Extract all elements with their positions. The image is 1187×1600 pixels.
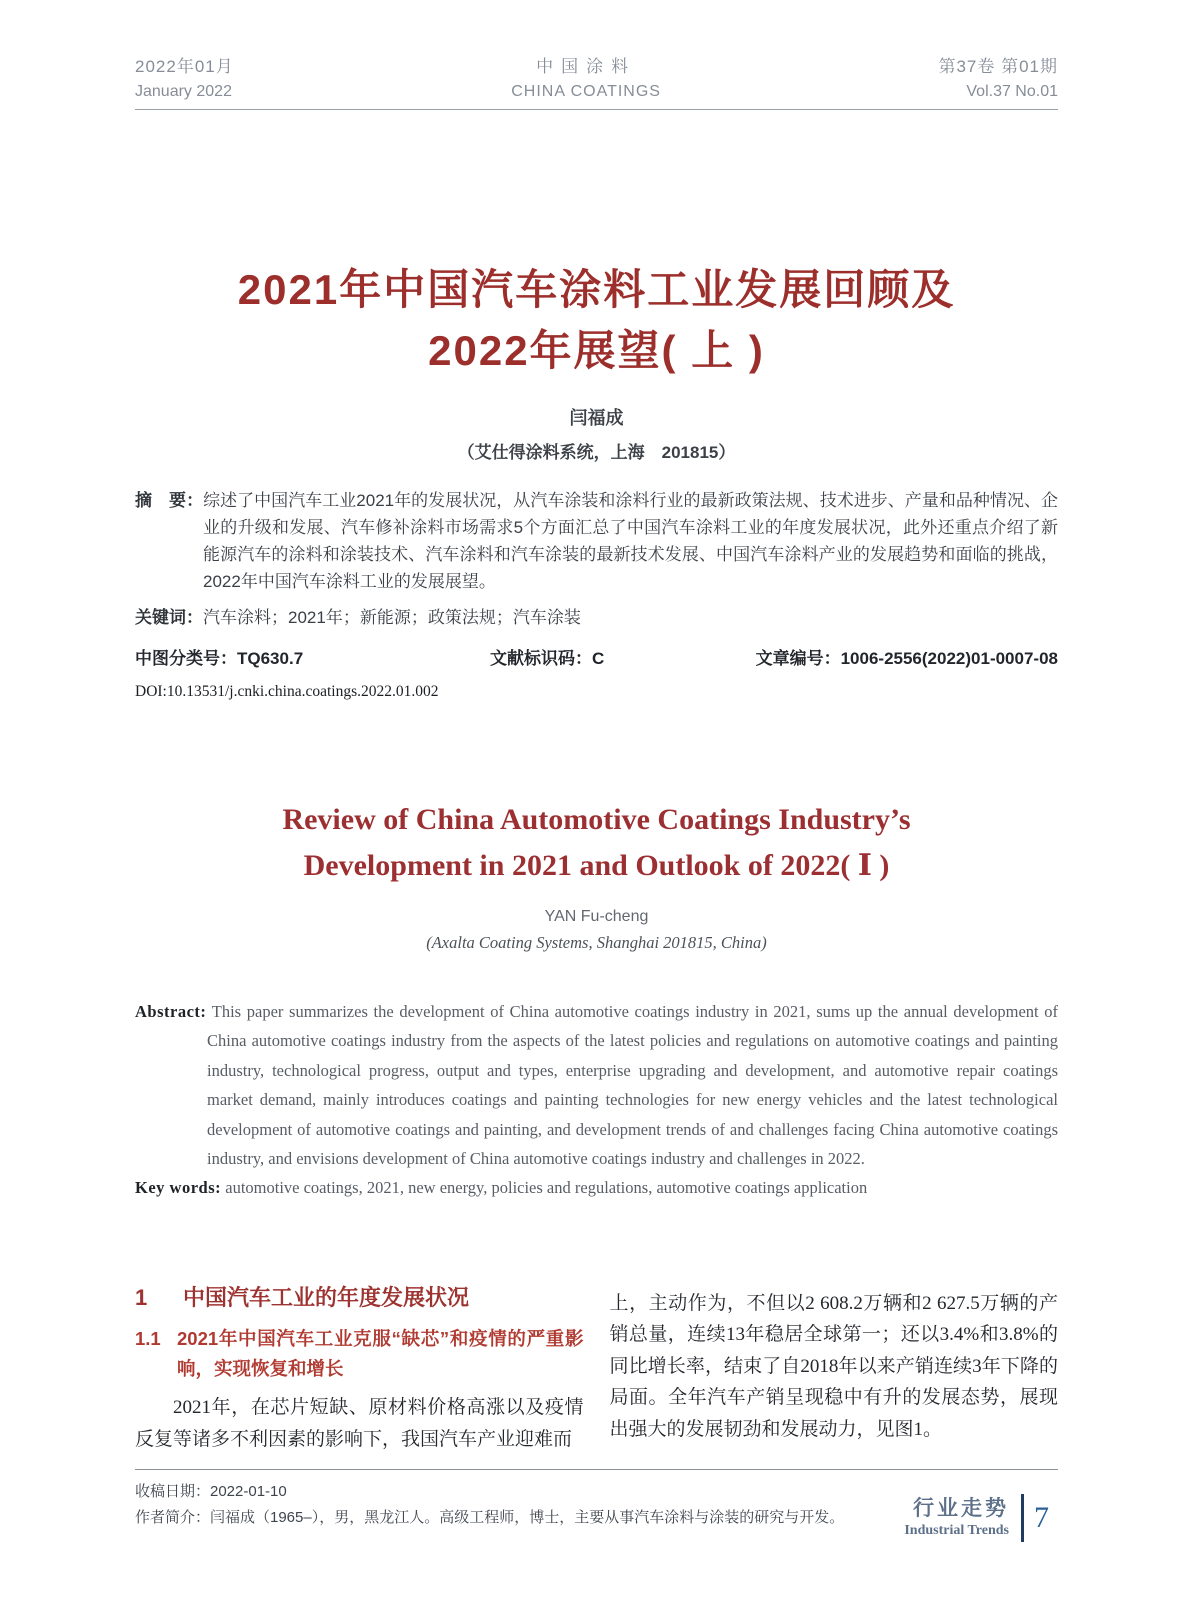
keywords-text-cn: 汽车涂料；2021年；新能源；政策法规；汽车涂装 xyxy=(203,607,581,627)
abstract-label-cn: 摘 要： xyxy=(135,490,204,510)
body-columns xyxy=(135,1284,1058,1456)
article-title-en-line2: Development in 2021 and Outlook of 2022( Ⅰ ) xyxy=(303,849,890,883)
section-1-1-heading xyxy=(135,1324,584,1384)
article-title-en xyxy=(135,797,1058,890)
article-id: 文章编号：1006-2556(2022)01-0007-08 xyxy=(755,648,1058,668)
affiliation-en: (Axalta Coating Systems, Shanghai 201815, China) xyxy=(426,932,767,952)
header-date xyxy=(135,55,234,103)
affiliation-cn: （艾仕得涂料系统，上海 201815） xyxy=(457,442,736,462)
body-column-right xyxy=(610,1284,1059,1456)
journal-header xyxy=(135,55,1058,110)
abstract-text-en: This paper summarizes the development of China automotive coatings industry in 2021, sums up the annual development of China automotive coatings industry from the aspects of the latest policies and regulations on automotive coatings and painting industry, technological progress, output and types, enterprise upgrading and development, and automotive repair coatings market demand, mainly introduces coatings and painting technologies for new energy vehicles and the latest technological development of automotive coatings and painting, and development trends of and challenges facing China automotive coatings industry, and envisions development of China automotive coatings industry and challenges in 2022. xyxy=(207,1001,1058,1169)
keywords-en xyxy=(135,1178,1058,1198)
header-date-en: January 2022 xyxy=(135,82,232,100)
footer-divider-bar xyxy=(1021,1494,1024,1542)
header-volume xyxy=(938,55,1058,103)
keywords-text-en: automotive coatings, 2021, new energy, policies and regulations, automotive coatings application xyxy=(225,1177,868,1197)
journal-name-cn: 中国涂料 xyxy=(536,57,637,76)
abstract-text-cn: 综述了中国汽车工业2021年的发展状况，从汽车涂装和涂料行业的最新政策法规、技术进步、产量和品种情况、企业的升级和发展、汽车修补涂料市场需求5个方面汇总了中国汽车涂料工业的年度发展状况，此外还重点介绍了新能源汽车的涂料和涂装技术、汽车涂料和汽车涂装的最新技术发展、中国汽车涂料产业的发展趋势和面临的挑战，2022年中国汽车涂料工业的发展展望。 xyxy=(203,490,1058,591)
doi: DOI:10.13531/j.cnki.china.coatings.2022.01.002 xyxy=(135,682,439,700)
classification-row xyxy=(135,644,1058,669)
header-volume-en: Vol.37 No.01 xyxy=(966,82,1058,100)
article-title-cn xyxy=(135,260,1058,382)
abstract-cn xyxy=(135,487,1058,595)
section-1-title: 中国汽车工业的年度发展状况 xyxy=(183,1284,470,1310)
abstract-en xyxy=(135,997,1058,1174)
section-1-1-title: 2021年中国汽车工业克服“缺芯”和疫情的严重影响，实现恢复和增长 xyxy=(177,1328,584,1380)
document-code: 文献标识码：C xyxy=(490,648,605,668)
keywords-label-en: Key words: xyxy=(135,1177,222,1197)
page-number: 7 xyxy=(1034,1501,1049,1534)
section-1-number: 1 xyxy=(135,1284,148,1310)
article-title-en-line1: Review of China Automotive Coatings Industry’s xyxy=(282,802,911,836)
author-bio: 作者简介：闫福成（1965–），男，黑龙江人。高级工程师，博士，主要从事汽车涂料与涂装的研究与开发。 xyxy=(135,1509,845,1527)
header-date-cn: 2022年01月 xyxy=(135,57,234,76)
article-title-cn-line1: 2021年中国汽车涂料工业发展回顾及 xyxy=(237,265,956,313)
body-column-left xyxy=(135,1284,584,1456)
received-date: 收稿日期：2022-01-10 xyxy=(135,1483,287,1501)
body-paragraph-left: 2021年，在芯片短缺、原材料价格高涨以及疫情反复等诸多不利因素的影响下，我国汽车产业迎难而 xyxy=(135,1397,584,1450)
body-paragraph-right: 上，主动作为，不但以2 608.2万辆和2 627.5万辆的产销总量，连续13年稳居全球第一；还以3.4%和3.8%的同比增长率，结束了自2018年以来产销连续3年下降的局面。全年汽车产销呈现稳中有升的发展态势，展现出强大的发展韧劲和发展动力，见图1。 xyxy=(609,1292,1058,1440)
page-footer xyxy=(904,1494,1049,1542)
author-cn: 闫福成 xyxy=(569,407,624,428)
header-volume-cn: 第37卷 第01期 xyxy=(938,57,1058,76)
clc-number: 中图分类号：TQ630.7 xyxy=(135,648,304,668)
article-title-cn-line2: 2022年展望( 上 ) xyxy=(428,326,765,374)
abstract-label-en: Abstract: xyxy=(135,1001,207,1021)
keywords-cn xyxy=(135,603,1058,628)
author-en: YAN Fu-cheng xyxy=(544,907,649,925)
footer-column-name xyxy=(904,1496,1009,1539)
keywords-label-cn: 关键词： xyxy=(135,607,203,627)
section-1-1-number: 1.1 xyxy=(135,1328,161,1350)
section-1-heading xyxy=(135,1284,584,1313)
footer-column-cn: 行业走势 xyxy=(913,1497,1009,1521)
header-journal-name xyxy=(511,55,661,103)
footer-column-en: Industrial Trends xyxy=(904,1522,1009,1538)
journal-name-en: CHINA COATINGS xyxy=(511,82,661,100)
